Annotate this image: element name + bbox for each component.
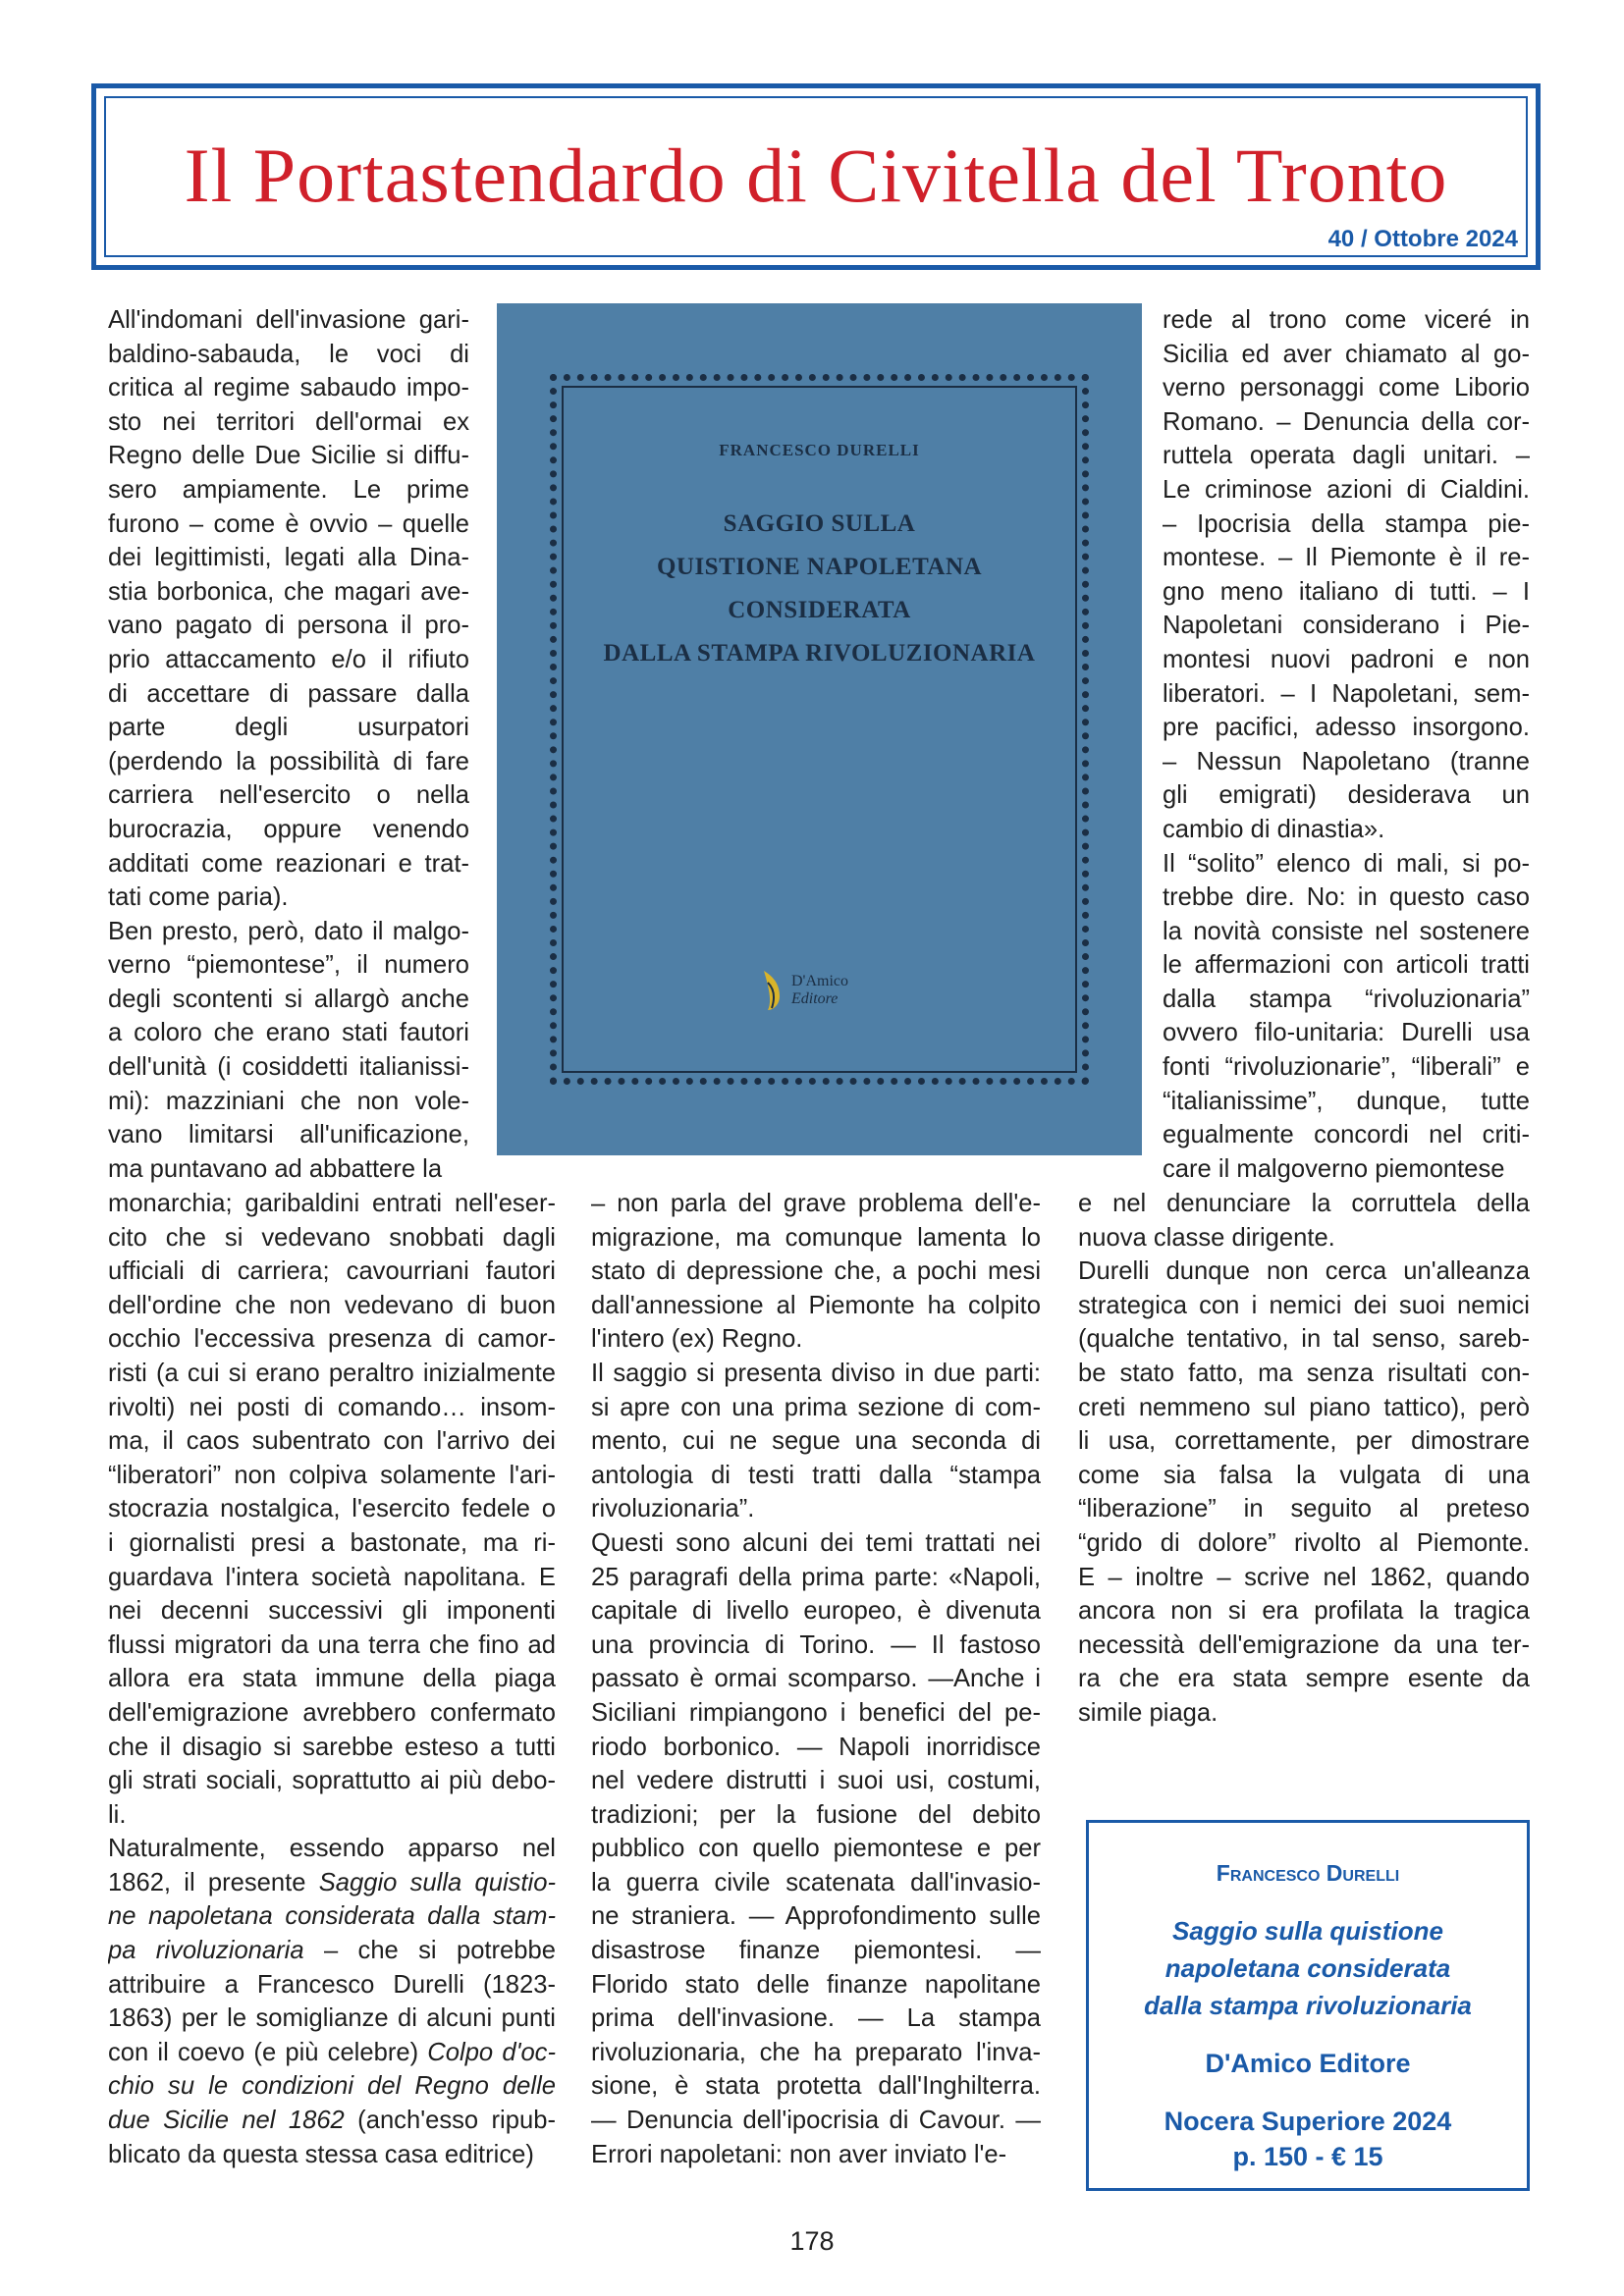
text-line: nei decenni successivi gli imponenti (108, 1597, 556, 1626)
text-line: migrazione, ma comunque lamenta lo (591, 1223, 1041, 1252)
text-line: simile piaga. (1078, 1698, 1218, 1727)
cover-title-line: CONSIDERATA (728, 597, 911, 623)
info-title-line: Saggio sulla quistione (1172, 1916, 1443, 1946)
text-line: fonti “rivoluzionarie”, “liberali” e (1163, 1053, 1530, 1082)
text-line: stato di depressione che, a pochi mesi (591, 1257, 1041, 1286)
info-title-line: napoletana considerata (1164, 1953, 1451, 1983)
cover-author: FRANCESCO DURELLI (719, 441, 920, 459)
cover-title-line: DALLA STAMPA RIVOLUZIONARIA (603, 640, 1036, 667)
text-line: che il disagio si sarebbe esteso a tutti (108, 1733, 556, 1761)
text-line: burocrazia, oppure venendo (108, 815, 469, 843)
text-line: Regno delle Due Sicilie si diffu- (108, 442, 469, 470)
cover-inner-frame (562, 386, 1077, 1073)
masthead (91, 83, 1541, 270)
text-line: nel vedere distrutti i suoi usi, costumi, (591, 1767, 1041, 1795)
text-line: la guerra civile scatenata dall'invasio- (591, 1868, 1041, 1896)
book-cover-image (497, 303, 1142, 1155)
text-line: mento, cui ne segue una seconda di (591, 1427, 1041, 1456)
text-line: passato è ormai scomparso. —Anche i (591, 1665, 1041, 1693)
article-column-2-bottom (591, 1187, 1041, 2171)
text-line: “liberazione” in seguito al preteso (1078, 1495, 1530, 1523)
text-line: l'intero (ex) Regno. (591, 1325, 803, 1354)
text-line: Florido stato delle finanze napolitane (591, 1970, 1041, 1999)
info-author: Francesco Durelli (1216, 1860, 1400, 1886)
text-line: cambio di dinastia». (1163, 815, 1385, 843)
italic-title: Colpo d'oc- (427, 2038, 556, 2066)
text-line: be stato fatto, ma senza risultati con- (1078, 1359, 1530, 1387)
text-line: “italianissime”, dunque, tutte (1163, 1087, 1530, 1115)
italic-title: chio su le condizioni del Regno delle (108, 2072, 556, 2101)
text-line: dei legittimisti, legati alla Dina- (108, 544, 469, 572)
italic-title: Saggio sulla quistio- (318, 1868, 556, 1896)
text-line: nuova classe dirigente. (1078, 1223, 1335, 1252)
text-line: verno “piemontese”, il numero (108, 951, 469, 980)
text-line: flussi migratori da una terra che fino ad (108, 1630, 556, 1659)
cover-publisher (791, 973, 848, 1008)
text-line (108, 1899, 556, 1934)
text-line: Questi sono alcuni dei temi trattati nei (591, 1528, 1041, 1557)
text-line: due Sicilie nel 1862 (anch'esso ripub- (108, 2107, 556, 2135)
text-line: — Denuncia dell'ipocrisia di Cavour. — (591, 2107, 1041, 2135)
text-line: furono – come è ovvio – quelle (108, 509, 469, 538)
text-line: capitale di livello europeo, è divenuta (591, 1597, 1041, 1626)
text-line: Naturalmente, essendo apparso nel (108, 1835, 556, 1863)
text-line: gli emigrati) desiderava un (1163, 781, 1530, 810)
book-info-box (1086, 1820, 1530, 2191)
text-line: rivoluzionaria, che ha preparato l'inva- (591, 2038, 1041, 2066)
text-line: antologia di testi tratti dalla “stampa (591, 1461, 1041, 1489)
page-number: 178 (789, 2226, 835, 2256)
italic-title: ne napoletana considerata dalla stam- (108, 1902, 556, 1931)
text-line: prio attaccamento e/o il rifiuto (108, 645, 469, 673)
text-line: gli strati sociali, soprattutto ai più debo- (108, 1767, 556, 1795)
text-line: – Ipocrisia della stampa pie- (1163, 509, 1530, 538)
text-line: carriera nell'esercito o nella (108, 781, 469, 810)
text-line: dell'ordine che non vedevano di buon (108, 1291, 556, 1319)
article-column-1-bottom (108, 1187, 556, 2171)
text-line: Durelli dunque non cerca un'alleanza (1078, 1257, 1530, 1286)
cover-title (497, 503, 1142, 675)
text-line: cito che si vedevano snobbati dagli (108, 1223, 556, 1252)
text-line: le affermazioni con articoli tratti (1163, 951, 1530, 980)
text-line: monarchia; garibaldini entrati nell'eser- (108, 1190, 556, 1217)
cover-title-line: QUISTIONE NAPOLETANA (656, 554, 983, 580)
info-publisher: D'Amico Editore (1205, 2049, 1411, 2078)
text-line: – Nessun Napoletano (tranne (1163, 747, 1530, 775)
text-line: vano pagato di persona il pro- (108, 612, 469, 640)
text-line: (qualche tentativo, in tal senso, sareb- (1078, 1325, 1530, 1354)
text-line: guardava l'intera società napolitana. E (108, 1563, 556, 1591)
text-line: strategica con i nemici dei suoi nemici (1078, 1291, 1530, 1319)
text-line: li. (108, 1800, 127, 1829)
text-line: montese. – Il Piemonte è il re- (1163, 544, 1530, 572)
text-line: parte degli usurpatori (108, 714, 469, 742)
text-line: di accettare di passare dalla (108, 679, 469, 708)
text-line: sto nei territori dell'ormai ex (108, 407, 469, 436)
text-line: liberatori. – I Napoletani, sem- (1163, 679, 1530, 708)
text-line: Le criminose azioni di Cialdini. (1163, 475, 1530, 504)
article-column-3-bottom (1078, 1187, 1530, 1731)
text-line: ma, il caos subentrato con l'arrivo dei (108, 1427, 556, 1456)
text-line: rede al trono come viceré in (1163, 306, 1530, 334)
text-line (108, 2069, 556, 2104)
text-line: li usa, correttamente, per dimostrare (1078, 1427, 1530, 1456)
text-line: attribuire a Francesco Durelli (1823- (108, 1970, 556, 1999)
text-line: additati come reazionari e trat- (108, 849, 469, 878)
cover-publisher-suffix: Editore (791, 990, 839, 1007)
text-line: degli scontenti si allargò anche (108, 985, 469, 1013)
text-line: Napoletani considerano i Pie- (1163, 612, 1530, 640)
text-line: critica al regime sabaudo impo- (108, 374, 469, 402)
text-line: egualmente concordi nel criti- (1163, 1121, 1530, 1149)
text-line: verno personaggi come Liborio (1163, 374, 1530, 402)
text-line: dalla stampa “rivoluzionaria” (1163, 985, 1530, 1013)
text-line: stia borbonica, che magari ave- (108, 577, 469, 606)
text-line: tradizioni; per la fusione del debito (591, 1800, 1041, 1829)
page-title: Il Portastendardo di Civitella del Tronto (184, 133, 1448, 218)
text-line: rivolti) nei posti di comando… insom- (108, 1393, 556, 1421)
text-line: come sia falsa la vulgata di una (1078, 1461, 1530, 1489)
info-pages-price: p. 150 - € 15 (1232, 2142, 1383, 2171)
text-line: care il malgoverno piemontese (1163, 1154, 1505, 1183)
text-line: i giornalisti presi a bastonate, ma ri- (108, 1528, 556, 1557)
text-line: risti (a cui si erano peraltro inizialmente (108, 1359, 556, 1387)
text-line: rivoluzionaria”. (591, 1495, 755, 1523)
text-line: montesi nuovi padroni e non (1163, 645, 1530, 673)
info-place-year: Nocera Superiore 2024 (1164, 2107, 1452, 2136)
text-line: si apre con una prima sezione di com- (591, 1393, 1041, 1421)
text-line: creti nemmeno sul piano tattico), però (1078, 1393, 1530, 1421)
text-line: 1863) per le somiglianze di alcuni punti (108, 2004, 556, 2033)
text-line: la novità consiste nel sostenere (1163, 917, 1530, 945)
publisher-logo-icon (760, 969, 785, 1012)
article-column-1-top (108, 303, 469, 1186)
text-line: a coloro che erano stati fautori (108, 1019, 469, 1047)
text-line: necessità dell'emigrazione da una ter- (1078, 1630, 1530, 1659)
text-line: 1862, il presente Saggio sulla quistio- (108, 1868, 556, 1896)
info-place-price (1089, 2104, 1527, 2174)
text-line: sero ampiamente. Le prime (108, 475, 469, 504)
text-line: occhio l'eccessiva presenza di camor- (108, 1325, 556, 1354)
text-line: Romano. – Denuncia della cor- (1163, 407, 1530, 436)
italic-title: pa rivoluzionaria (108, 1937, 304, 1965)
issue-label: 40 / Ottobre 2024 (1327, 226, 1518, 252)
text-line: dell'emigrazione avrebbero confermato (108, 1698, 556, 1727)
article-column-3-top (1163, 303, 1530, 1186)
text-line: blicato da questa stessa casa editrice) (108, 2140, 534, 2168)
text-line: ancora non si era profilata la tragica (1078, 1597, 1530, 1626)
cover-publisher-name: D'Amico (791, 973, 848, 989)
text-line: “liberatori” non colpiva solamente l'ari- (108, 1461, 556, 1489)
text-line: con il coevo (e più celebre) Colpo d'oc- (108, 2038, 556, 2066)
text-line: ruttela operata dagli unitari. – (1163, 442, 1530, 470)
text-line: vano limitarsi all'unificazione, (108, 1121, 469, 1149)
text-line: pubblico con quello piemontese e per (591, 1835, 1041, 1863)
text-line: (perdendo la possibilità di fare (108, 747, 469, 775)
text-line: stocrazia nostalgica, l'esercito fedele o (108, 1495, 556, 1523)
text-line: pre pacifici, adesso insorgono. (1163, 714, 1530, 742)
text-line: dall'annessione al Piemonte ha colpito (591, 1291, 1041, 1319)
text-line: All'indomani dell'invasione gari- (108, 306, 469, 334)
text-line: Sicilia ed aver chiamato al go- (1163, 340, 1530, 368)
italic-title: due Sicilie nel 1862 (108, 2107, 345, 2135)
text-line: ma puntavano ad abbattere la (108, 1154, 443, 1183)
text-line: riodo borbonico. — Napoli inorridisce (591, 1733, 1041, 1761)
text-line: “grido di dolore” rivolto al Piemonte. (1078, 1528, 1530, 1557)
text-line: 25 paragrafi della prima parte: «Napoli, (591, 1563, 1041, 1591)
text-line: allora era stata immune della piaga (108, 1665, 556, 1693)
text-line: mi): mazziniani che non vole- (108, 1087, 469, 1115)
text-line: dell'unità (i cosiddetti italianissi- (108, 1053, 469, 1082)
text-line: tati come paria). (108, 883, 289, 912)
text-line: Siciliani rimpiangono i benefici del pe- (591, 1698, 1041, 1727)
text-line: disastrose finanze piemontesi. — (591, 1937, 1041, 1965)
text-line: una provincia di Torino. — Il fastoso (591, 1630, 1041, 1659)
text-line: – non parla del grave problema dell'e- (591, 1190, 1041, 1217)
text-line: ufficiali di carriera; cavourriani fautori (108, 1257, 556, 1286)
info-title-line: dalla stampa rivoluzionaria (1144, 1991, 1472, 2020)
text-line: ne straniera. — Approfondimento sulle (591, 1902, 1041, 1931)
text-line: Il saggio si presenta diviso in due parti: (591, 1359, 1041, 1387)
text-line: ra che era stata sempre esente da (1078, 1665, 1530, 1693)
text-line: pa rivoluzionaria – che si potrebbe (108, 1937, 556, 1965)
text-line: Il “solito” elenco di mali, si po- (1163, 849, 1530, 878)
text-line: prima dell'invasione. — La stampa (591, 2004, 1041, 2033)
text-line: Ben presto, però, dato il malgo- (108, 917, 469, 945)
text-line: gno meno italiano di tutti. – I (1163, 577, 1530, 606)
info-title (1109, 1912, 1507, 2024)
text-line: ovvero filo-unitaria: Durelli usa (1163, 1019, 1530, 1047)
text-line: E – inoltre – scrive nel 1862, quando (1078, 1563, 1530, 1591)
text-line: sione, è stata protetta dall'Inghilterra. (591, 2072, 1041, 2101)
text-line: Errori napoletani: non aver inviato l'e- (591, 2140, 1007, 2168)
text-line: baldino-sabauda, le voci di (108, 340, 469, 368)
text-line: e nel denunciare la corruttela della (1078, 1190, 1530, 1217)
cover-title-line: SAGGIO SULLA (723, 510, 916, 537)
text-line: trebbe dire. No: in questo caso (1163, 883, 1530, 912)
